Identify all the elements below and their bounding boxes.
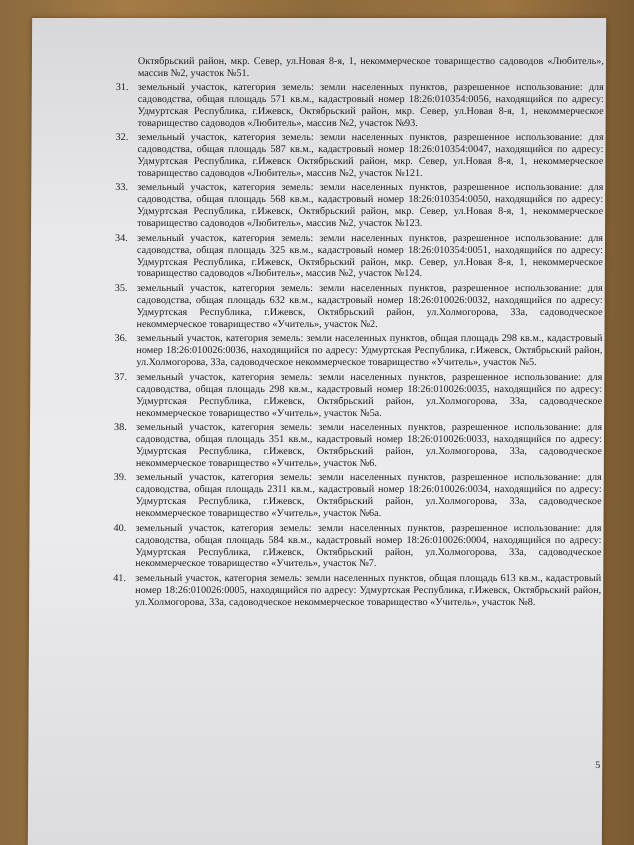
item-text: земельный участок, категория земель: земли населенных пунктов, разрешенное использование: для садоводства, общая площадь 298 кв.м., кадастровый номер 18:26:010026:0035, находящийся по адресу: Удмуртская Республика, г.Ижевск, Октябрьский район, ул.Холмогорова, 33а, садоводческое некоммерческое товарищество «Учитель», участок №5а. (136, 371, 603, 419)
item-number: 39. (113, 472, 127, 484)
item-number: 34. (114, 232, 128, 244)
item-number: 31. (115, 81, 129, 93)
item-text: земельный участок, категория земель: земли населенных пунктов, разрешенное использование: для садоводства, общая площадь 568 кв.м., кадастровый номер 18:26:010354:0050, находящийся по адресу: Удмуртская Республика, г.Ижевск, Октябрьский район, мкр. Север, ул.Новая 8-я, 1, некоммерческое товарищество садоводов «Любитель», массив №2, участок №123. (137, 182, 604, 230)
item-number: 37. (114, 371, 128, 383)
list-item (114, 422, 602, 470)
list-item (113, 573, 601, 609)
list-item (115, 283, 603, 331)
item-text: земельный участок, категория земель: земли населенных пунктов, общая площадь 613 кв.м., кадастровый номер 18:26:010026:0005, находящийся по адресу: Удмуртская Республика, г.Ижевск, Октябрьский район, ул.Холмогорова, 33а, садоводческое некоммерческое товарищество «Учитель», участок №8. (135, 573, 602, 608)
item-number: 41. (113, 573, 126, 585)
item-text: земельный участок, категория земель: земли населенных пунктов, разрешенное использование: для садоводства, общая площадь 571 кв.м., кадастровый номер 18:26:010354:0056, находящийся по адресу: Удмуртская Республика, г.Ижевск, Октябрьский район, мкр. Север, ул.Новая 8-я, 1, некоммерческое товарищество садоводов «Любитель», массив №2, участок №93. (137, 81, 604, 129)
land-plot-list (113, 82, 604, 609)
item-text: земельный участок, категория земель: земли населенных пунктов, разрешенное использование: для садоводства, общая площадь 584 кв.м., кадастровый номер 18:26:010026:0004, находящийся по адресу: Удмуртская Республика, г.Ижевск, Октябрьский район, ул.Холмогорова, 33а, садоводческое некоммерческое товарищество «Учитель», участок №7. (135, 522, 602, 570)
list-item (114, 472, 602, 520)
item-number: 40. (113, 522, 127, 534)
item-text: земельный участок, категория земель: земли населенных пунктов, разрешенное использование: для садоводства, общая площадь 587 кв.м., кадастровый номер 18:26:010354:0047, находящийся по адресу: Удмуртская Республика, г.Ижевск Октябрьский район, мкр. Север, ул.Новая 8-я, 1, некоммерческое товарищество садоводов «Любитель», массив №2, участок №121. (137, 132, 604, 179)
item-text: земельный участок, категория земель: земли населенных пунктов, разрешенное использование: для садоводства, общая площадь 325 кв.м., кадастровый номер 18:26:010354:0051, находящийся по адресу: Удмуртская Республика, г.Ижевск, Октябрьский район, мкр. Север, ул.Новая 8-я, 1, некоммерческое товарищество садоводов «Любитель», массив №2, участок №124. (136, 232, 604, 280)
list-item (115, 233, 603, 281)
document-page (28, 18, 606, 845)
item-number: 32. (115, 132, 129, 144)
list-item (114, 333, 602, 369)
page-number-fragment: 5 (595, 760, 601, 771)
list-item (114, 372, 602, 420)
continued-paragraph: Октябрьский район, мкр. Север, ул.Новая 8-я, 1, некоммерческое товарищество садоводов «Любитель», массив №2, участок №51. (137, 56, 604, 79)
item-number: 33. (115, 182, 129, 194)
list-item (116, 82, 604, 130)
item-text: земельный участок, категория земель: земли населенных пунктов, разрешенное использование: для садоводства, общая площадь 351 кв.м., кадастровый номер 18:26:010026:0033, находящийся по адресу: Удмуртская Республика, г.Ижевск, Октябрьский район, ул.Холмогорова, 33а, садоводческое некоммерческое товарищество «Учитель», участок №6. (135, 422, 603, 469)
document-content (113, 56, 604, 611)
item-text: земельный участок, категория земель: земли населенных пунктов, разрешенное использование: для садоводства, общая площадь 2311 кв.м., кадастровый номер 18:26:010026:0034, находящийся по адресу: Удмуртская Республика, г.Ижевск, Октябрьский район, ул.Холмогорова, 33а, садоводческое некоммерческое товарищество «Учитель», участок №6а. (135, 472, 602, 520)
item-text: земельный участок, категория земель: земли населенных пунктов, общая площадь 298 кв.м., кадастровый номер 18:26:010026:0036, находящийся по адресу: Удмуртская Республика, г.Ижевск, Октябрьский район, ул.Холмогорова, 33а, садоводческое некоммерческое товарищество «Учитель», участок №5. (136, 333, 603, 369)
item-number: 35. (114, 283, 128, 295)
list-item (115, 132, 603, 180)
item-text: земельный участок, категория земель: земли населенных пунктов, разрешенное использование: для садоводства, общая площадь 632 кв.м., кадастровый номер 18:26:010026:0032, находящийся по адресу: Удмуртская Республика, г.Ижевск, Октябрьский район, ул.Холмогорова, 33а, садоводческое некоммерческое товарищество «Учитель», участок №2. (136, 283, 603, 330)
list-item (113, 523, 601, 571)
item-number: 36. (114, 333, 128, 345)
item-number: 38. (113, 422, 127, 434)
list-item (115, 182, 603, 230)
